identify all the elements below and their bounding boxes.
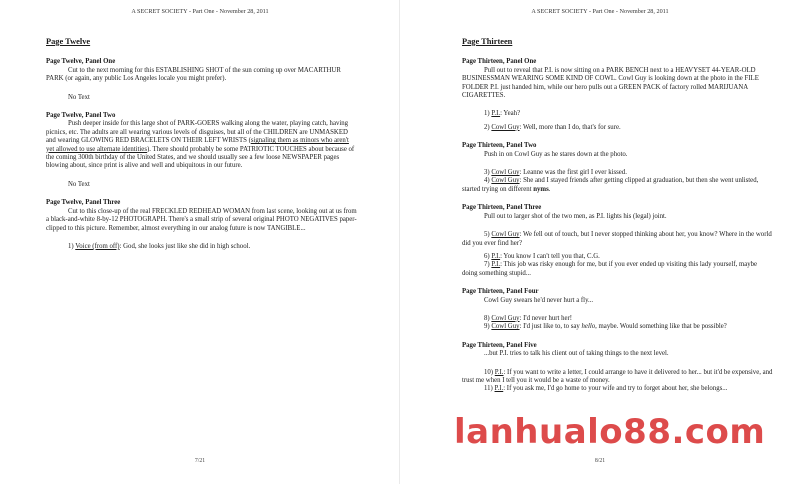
panel-description: Pull out to larger shot of the two men, as P.I. lights his (legal) joint. — [484, 212, 667, 220]
dialogue-line: 5) Cowl Guy: We fell out of touch, but I never stopped thinking about her, you know? Where in the world did you ever find her? — [462, 231, 772, 247]
page-content — [46, 38, 358, 251]
panel-description: Pull out to reveal that P.I. is now sitting on a PARK BENCH next to a HEAVYSET 44-YEAR-OLD BUSINESSMAN WEARING SOME KIND OF COWL. Cowl Guy is looking down at the photo in the FILE FOLDER P.I. just handed him, while our hero pulls out a GREEN PACK of factory rolled MARIJUANA CIGARETTES. — [462, 66, 759, 100]
page-number: 7/21 — [194, 458, 206, 464]
panel-heading: Page Twelve, Panel Two — [46, 112, 116, 120]
dialogue-line: 11) P.I.: If you ask me, I'd go home to your wife and try to forget about her, she belongs... — [484, 385, 728, 393]
speaker-name: P.I. — [491, 110, 501, 118]
speaker-name: Cowl Guy — [491, 323, 520, 331]
watermark: lanhualo88.com — [454, 412, 766, 452]
panel-description: ...but P.I. tries to talk his client out of taking things to the next level. — [484, 350, 669, 358]
no-text-note: No Text — [68, 93, 90, 101]
panel-description: Push deeper inside for this large shot of PARK-GOERS walking along the water, playing catch, having picnics, etc. The adults are all wearing various levels of disguises, but all of the CHILDREN are UNMASKED and wearing GLOWING RED BRACELETS ON THEIR LEFT WRISTS (signaling them as minors who aren't yet allowed to use alternate identities). There should probably be some PATRIOTIC TOUCHES about because of the coming 300th birthday of the United States, and we should usually see a few loose NEWSPAPER pages blowing about, since print is alive and well and ubiquitous in our future. — [46, 120, 355, 170]
page-number: 8/21 — [594, 458, 606, 464]
speaker-name: Cowl Guy — [491, 169, 520, 177]
dialogue-line: 1) Voice (from off): God, she looks just like she did in high school. — [68, 242, 251, 250]
dialogue-line: 3) Cowl Guy: Leanne was the first girl I ever kissed. — [484, 169, 627, 177]
panel-description: Cowl Guy swears he'd never hurt a fly... — [484, 296, 594, 304]
panel-heading: Page Twelve, Panel One — [46, 58, 116, 66]
dialogue-line: 10) P.I.: If you want to write a letter, I could arrange to have it delivered to her... but it'd be expensive, and trust me when I tell you it would be a waste of money. — [462, 368, 773, 384]
speaker-name: P.I. — [494, 385, 504, 393]
speaker-name: Voice (from off) — [75, 242, 120, 250]
panel-description: Cut to this close-up of the real FRECKLED REDHEAD WOMAN from last scene, looking out at us from a black-and-white 8-by-12 PHOTOGRAPH. There's a small strip of several original PHOTO NEGATIVES paper-clipped to this picture. Remember, almost everything in our analog future is now TANGIBLE... — [46, 207, 357, 232]
dialogue-line: 1) P.I.: Yeah? — [484, 110, 521, 118]
right-page — [400, 0, 800, 484]
page-title: Page Thirteen — [462, 37, 513, 46]
page-header: A SECRET SOCIETY - Part One - November 28, 2011 — [531, 8, 669, 15]
dialogue-line: 6) P.I.: You know I can't tell you that, C.G. — [484, 252, 600, 260]
dialogue-line: 7) P.I.: This job was risky enough for me, but if you ever ended up visiting this lady yourself, maybe doing something stupid... — [462, 261, 758, 277]
panel-heading: Page Thirteen, Panel Five — [462, 341, 537, 349]
speaker-name: P.I. — [491, 261, 501, 269]
bold-word: nyms — [533, 185, 549, 193]
italic-word: hello — [581, 323, 596, 331]
panel-heading: Page Thirteen, Panel Three — [462, 204, 542, 212]
page-content — [462, 38, 774, 394]
speaker-name: P.I. — [494, 368, 504, 376]
dialogue-line: 2) Cowl Guy: Well, more than I do, that's for sure. — [484, 123, 621, 131]
speaker-name: Cowl Guy — [491, 177, 520, 185]
page-header: A SECRET SOCIETY - Part One - November 28, 2011 — [131, 8, 269, 15]
page-title: Page Twelve — [46, 37, 91, 46]
panel-description: Push in on Cowl Guy as he stares down at the photo. — [484, 150, 628, 158]
panel-heading: Page Thirteen, Panel Two — [462, 142, 537, 150]
underlined-phrase: signaling them as minors who aren't yet allowed to use alternate identities — [46, 137, 349, 153]
panel-heading: Page Thirteen, Panel Four — [462, 288, 539, 296]
panel-heading: Page Twelve, Panel Three — [46, 199, 121, 207]
dialogue-line: 9) Cowl Guy: I'd just like to, to say hello, maybe. Would something like that be possible? — [484, 323, 727, 331]
speaker-name: Cowl Guy — [491, 231, 520, 239]
speaker-name: Cowl Guy — [491, 123, 520, 131]
dialogue-line: 4) Cowl Guy: She and I stayed friends after getting clipped at graduation, but then she went unlisted, started trying on different nyms. — [462, 177, 759, 193]
panel-description: Cut to the next morning for this ESTABLISHING SHOT of the sun coming up over MACARTHUR PARK (or again, any public Los Angeles locale you might prefer). — [46, 66, 341, 83]
panel-heading: Page Thirteen, Panel One — [462, 58, 537, 66]
no-text-note: No Text — [68, 180, 90, 188]
speaker-name: Cowl Guy — [491, 314, 520, 322]
dialogue-line: 8) Cowl Guy: I'd never hurt her! — [484, 314, 573, 322]
speaker-name: P.I. — [491, 252, 501, 260]
